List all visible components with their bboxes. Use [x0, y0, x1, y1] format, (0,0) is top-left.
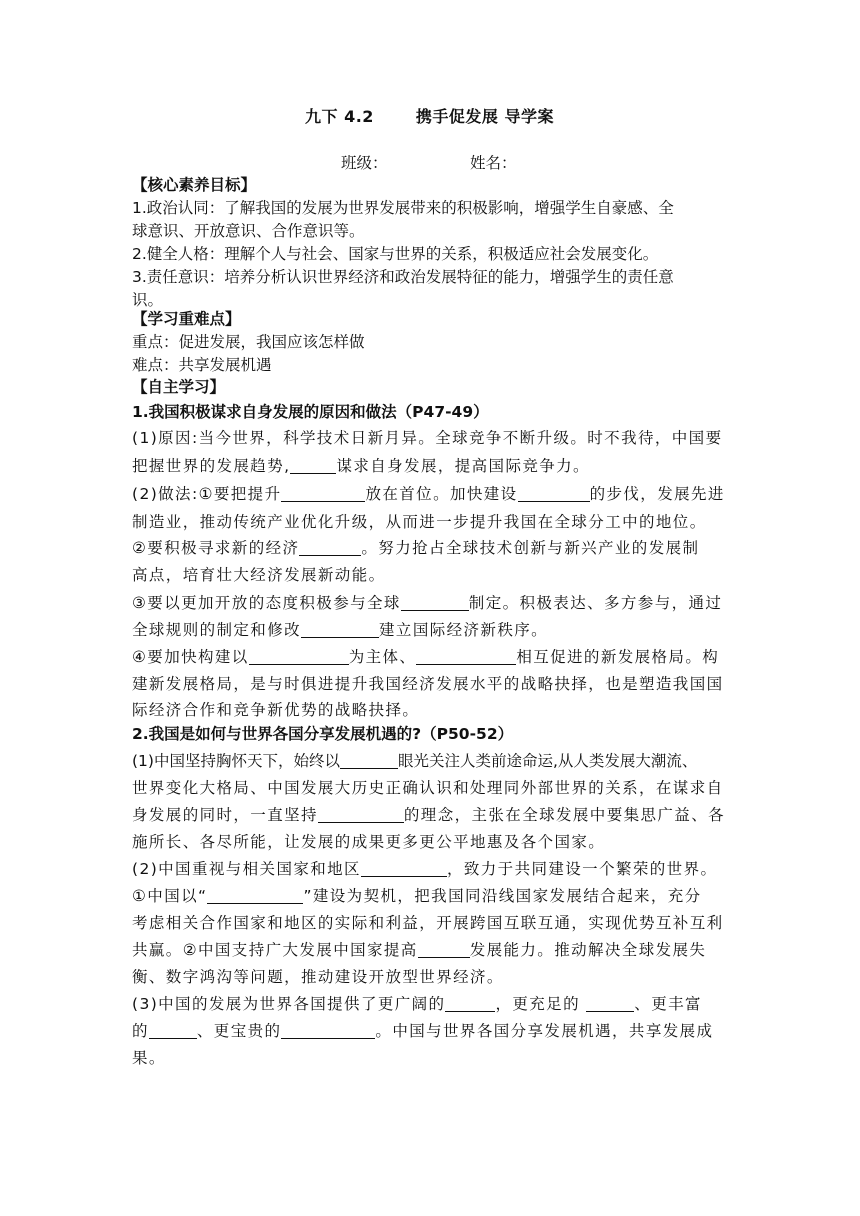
- fill-blank[interactable]: [445, 995, 495, 1012]
- core-goals-line: 识。: [132, 291, 164, 309]
- fill-blank[interactable]: [340, 752, 398, 769]
- fill-blank[interactable]: [281, 1022, 375, 1039]
- fill-blank[interactable]: [418, 941, 470, 958]
- q2-text-line: 考虑相关合作国家和地区的实际和利益，开展跨国互联互通，实现优势互补互利: [132, 914, 724, 932]
- q1-text-line: (2)做法:①要把提升 放在首位。加快建设 的步伐，发展先进: [132, 485, 725, 503]
- q1-text-line: 制造业，推动传统产业优化升级，从而进一步提升我国在全球分工中的地位。: [132, 513, 707, 531]
- fill-blank[interactable]: [301, 621, 379, 638]
- fill-blank[interactable]: [290, 457, 336, 474]
- fill-blank[interactable]: [361, 860, 447, 877]
- q1-text-line: 全球规则的制定和修改 建立国际经济新秩序。: [132, 621, 549, 639]
- q2-text-line: (2)中国重视与相关国家和地区 ，致力于共同建设一个繁荣的世界。: [132, 860, 718, 878]
- title-prefix: 九下 4.2: [305, 107, 374, 126]
- question-2-heading: 2.我国是如何与世界各国分享发展机遇的?（P50-52）: [132, 725, 514, 743]
- self-study-heading: 【自主学习】: [132, 378, 226, 396]
- q1-text-line: 高点，培育壮大经济发展新动能。: [132, 566, 386, 584]
- fill-blank[interactable]: [207, 887, 303, 904]
- fill-blank[interactable]: [518, 485, 590, 502]
- q1-text-line: 际经济合作和竞争新优势的战略抉择。: [132, 701, 420, 719]
- q2-text-line: ①中国以“ ”建设为契机，把我国同沿线国家发展结合起来，充分: [132, 887, 702, 905]
- q1-text-line: 建新发展格局，是与时俱进提升我国经济发展水平的战略抉择，也是塑造我国国: [132, 675, 724, 693]
- core-goals-line: 2.健全人格：理解个人与社会、国家与世界的关系，积极适应社会发展变化。: [132, 245, 659, 263]
- q2-text-line: (3)中国的发展为世界各国提供了更广阔的 ，更充足的 、更丰富: [132, 995, 702, 1013]
- class-label: 班级：: [341, 154, 388, 172]
- document-title: [305, 104, 554, 127]
- q2-text-line: 的 、更宝贵的 。中国与世界各国分享发展机遇，共享发展成: [132, 1022, 714, 1040]
- q2-text-line: (1)中国坚持胸怀天下，始终以 眼光关注人类前途命运,从人类发展大潮流、: [132, 752, 698, 770]
- core-goals-line: 1.政治认同：了解我国的发展为世界发展带来的积极影响，增强学生自豪感、全: [132, 199, 674, 217]
- title-main: 携手促发展 导学案: [415, 107, 554, 126]
- fill-blank[interactable]: [281, 485, 365, 502]
- fill-blank[interactable]: [299, 539, 361, 556]
- fill-blank[interactable]: [586, 995, 634, 1012]
- q2-text-line: 施所长、各尽所能，让发展的成果更多更公平地惠及各个国家。: [132, 833, 606, 851]
- fill-blank[interactable]: [149, 1022, 197, 1039]
- core-goals-line: 球意识、开放意识、合作意识等。: [132, 222, 365, 240]
- key-point-difficulty: 难点：共享发展机遇: [132, 356, 272, 374]
- core-goals-heading: 【核心素养目标】: [132, 176, 257, 194]
- fill-blank[interactable]: [318, 806, 404, 823]
- q2-text-line: 果。: [132, 1049, 166, 1067]
- fill-blank[interactable]: [401, 594, 469, 611]
- name-label: 姓名：: [470, 154, 517, 172]
- q1-text-line: 把握世界的发展趋势, 谋求自身发展，提高国际竞争力。: [132, 457, 590, 475]
- q1-text-line: ②要积极寻求新的经济 。努力抢占全球技术创新与新兴产业的发展制: [132, 539, 700, 557]
- q1-text-line: (1)原因:当今世界，科学技术日新月异。全球竞争不断升级。时不我待，中国要: [132, 429, 723, 447]
- core-goals-line: 3.责任意识：培养分析认识世界经济和政治发展特征的能力，增强学生的责任意: [132, 268, 674, 286]
- fill-blank[interactable]: [249, 648, 349, 665]
- question-1-heading: 1.我国积极谋求自身发展的原因和做法（P47-49）: [132, 403, 489, 421]
- q2-text-line: 衡、数字鸿沟等问题，推动建设开放型世界经济。: [132, 968, 504, 986]
- q1-text-line: ④要加快构建以 为主体、 相互促进的新发展格局。构: [132, 648, 720, 666]
- q2-text-line: 世界变化大格局、中国发展大历史正确认识和处理同外部世界的关系，在谋求自: [132, 779, 724, 797]
- key-points-heading: 【学习重难点】: [132, 310, 241, 328]
- key-point-focus: 重点：促进发展，我国应该怎样做: [132, 333, 365, 351]
- fill-blank[interactable]: [416, 648, 516, 665]
- q1-text-line: ③要以更加开放的态度积极参与全球 制定。积极表达、多方参与，通过: [132, 594, 723, 612]
- q2-text-line: 共赢。②中国支持广大发展中国家提高 发展能力。推动解决全球发展失: [132, 941, 707, 959]
- q2-text-line: 身发展的同时，一直坚持 的理念，主张在全球发展中要集思广益、各: [132, 806, 726, 824]
